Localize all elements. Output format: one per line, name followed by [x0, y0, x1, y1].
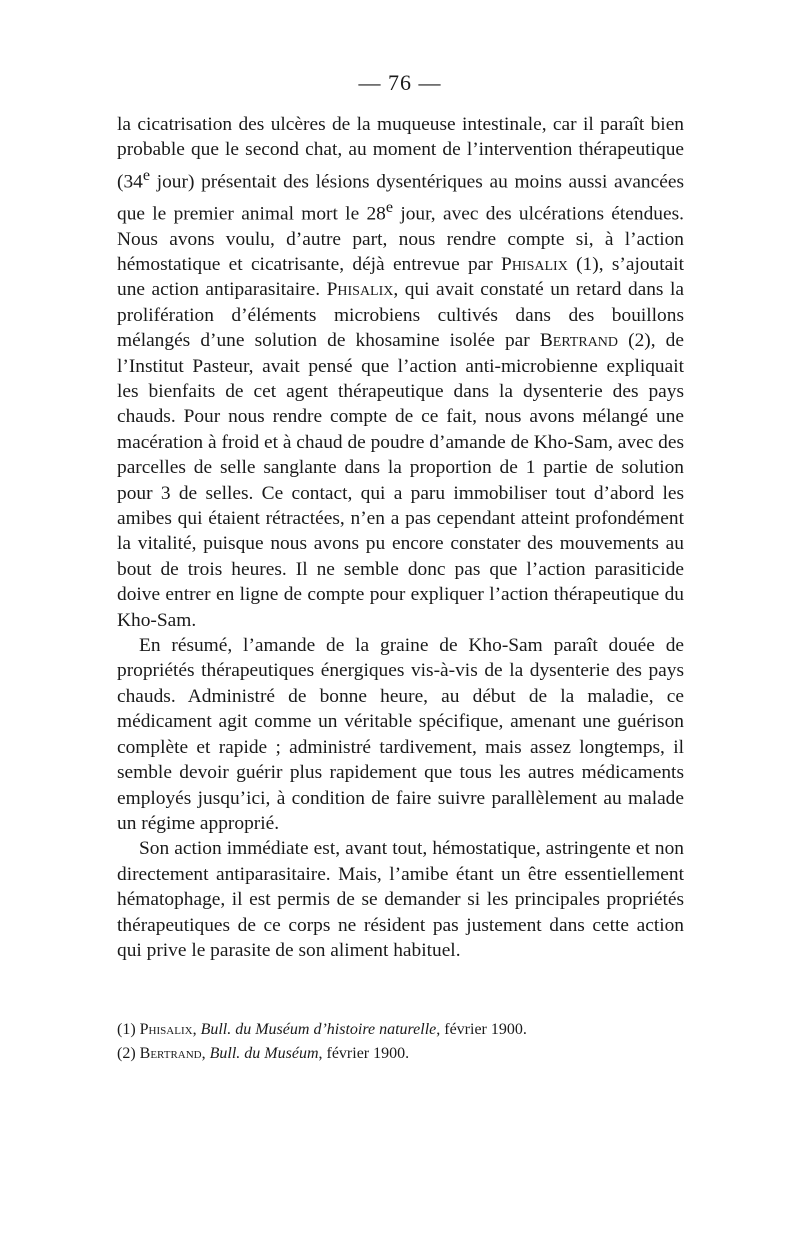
author-name: Bertrand — [139, 1045, 202, 1062]
text-run: , — [201, 1045, 210, 1062]
body-text — [117, 112, 684, 963]
text-run: (1) — [117, 1021, 140, 1038]
text-run: , février 1900. — [318, 1045, 410, 1062]
author-name: Bertrand — [539, 330, 619, 352]
text-run: la cicatrisation des ulcères de la muqueuse intestinale, car il paraît bien probable que le second chat, au moment de l’intervention thérapeutique (34 — [117, 114, 684, 193]
paragraph-1 — [117, 112, 684, 633]
paragraph-3 — [117, 836, 684, 963]
text-run: En résumé, l’amande de la graine de Kho-Sam paraît douée de propriétés thérapeutiques énergiques vis-à-vis de la dysenterie des pays chauds. Administré de bonne heure, au début de la maladie, ce médicament agit comme un véritable spécifique, amenant une guérison complète et rapide ; administré tardivement, mais assez longtemps, il semble devoir guérir plus rapidement que tous les autres médicaments employés jusqu’ici, à condition de faire suivre parallèlement au malade un régime approprié. — [117, 635, 684, 834]
text-run: jour, avec des ulcérations étendues. Nous avons voulu, d’autre part, nous rendre compte si, à l’action hémostatique et cicatrisante, déjà entrevue par — [117, 203, 684, 275]
ordinal-suffix: e — [142, 166, 151, 184]
page-number: — 76 — — [358, 70, 442, 95]
footnote-1 — [117, 1018, 684, 1042]
text-run: , — [192, 1021, 201, 1038]
text-run: , qui avait constaté un retard dans la prolifération d’éléments microbiens cultivés dans des bouillons mélangés d’une solution de khosamine isolée par — [117, 279, 684, 352]
text-run: (2), de l’Institut Pasteur, avait pensé que l’action anti-microbienne expliquait les bienfaits de cet agent thérapeutique dans la dysenterie des pays chauds. Pour nous rendre compte de ce fait, nous avons mélangé une macération à froid et à chaud de poudre d’amande de Kho-Sam, avec des parcelles de selle sanglante dans la proportion de 1 partie de solution pour 3 de selles. Ce contact, qui a paru immobiliser tout d’abord les amibes qui étaient rétractées, n’en a pas cependant atteint profondément la vitalité, puisque nous avons pu encore constater des mouvements au bout de trois heures. Il ne semble donc pas que l’action parasiticide doive entrer en ligne de compte pour expliquer l’action thérapeutique du Kho-Sam. — [117, 330, 684, 631]
ordinal-suffix: e — [385, 198, 394, 216]
text-run: (2) — [117, 1045, 140, 1062]
author-name: Phisalix — [139, 1021, 193, 1038]
author-name: Phisalix — [501, 253, 568, 275]
text-run: jour) présentait des lésions dysentériques au moins aussi avancées que le premier animal mort le 28 — [117, 171, 684, 225]
citation-title: Bull. du Muséum d’histoire naturelle — [200, 1021, 437, 1038]
paragraph-2 — [117, 633, 684, 836]
text-run: (1), s’ajoutait une action antiparasitaire. — [117, 253, 684, 301]
footnotes — [117, 1018, 684, 1066]
footnote-2 — [117, 1042, 684, 1066]
text-run: , février 1900. — [436, 1021, 527, 1038]
citation-title: Bull. du Muséum — [209, 1045, 319, 1062]
author-name: Phisalix — [326, 279, 394, 301]
text-run: Son action immédiate est, avant tout, hémostatique, astringente et non directement antiparasitaire. Mais, l’amibe étant un être essentiellement hématophage, il est permis de se demander si les principales propriétés thérapeutiques de ce corps ne résident pas justement dans cette action qui prive le parasite de son aliment habituel. — [117, 838, 684, 961]
